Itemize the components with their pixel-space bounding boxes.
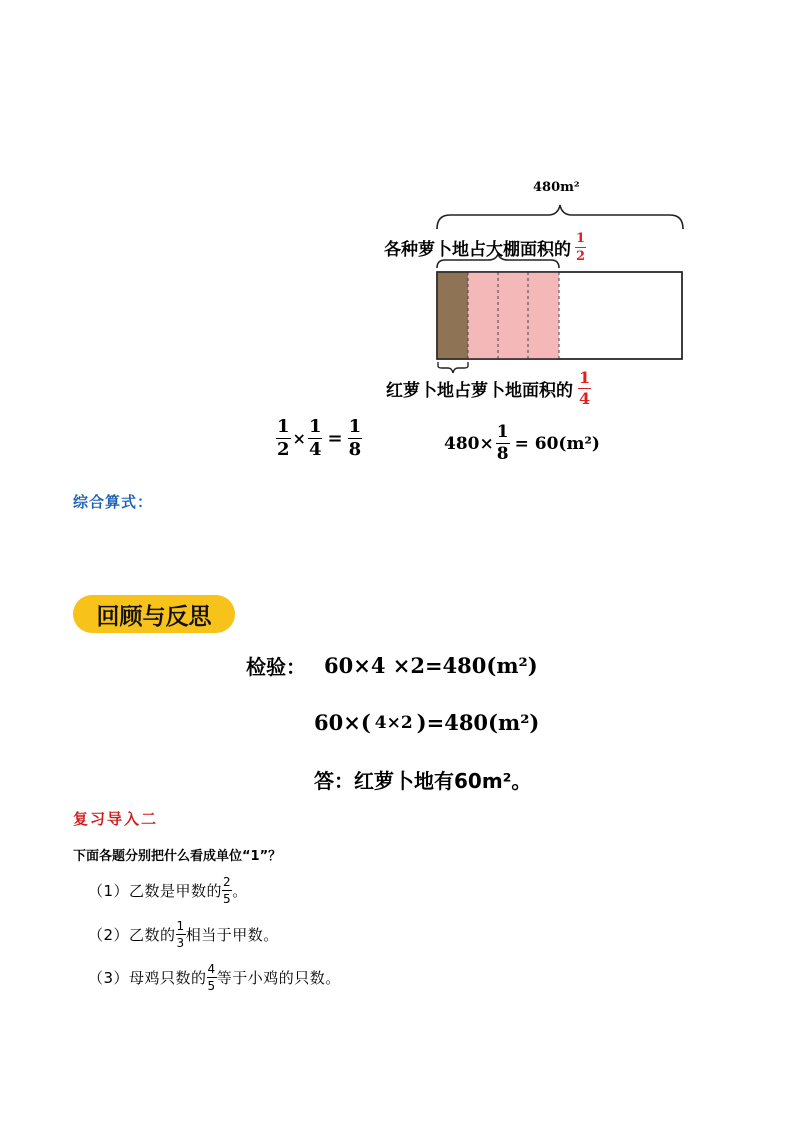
total-area-label: 480m² xyxy=(533,180,580,195)
other-carrot-segment xyxy=(468,272,559,359)
total-brace xyxy=(437,205,683,229)
question-2-fraction: $\frac{1}{3}$ xyxy=(176,919,185,950)
question-2: （2）乙数的 $\frac{1}{3}$ 相当于甲数。 xyxy=(88,919,279,950)
fraction-eighth-2: $\frac{1}{8}$ xyxy=(496,422,509,464)
section-prompt: 下面各题分别把什么看成单位“1”？ xyxy=(73,849,282,864)
fraction-eighth: $\frac{1}{8}$ xyxy=(348,416,362,460)
combined-formula-label: 综合算式： xyxy=(73,493,154,511)
question-1-fraction: $\frac{2}{5}$ xyxy=(223,875,232,906)
upper-fraction: $\frac{1}{2}$ xyxy=(576,231,586,264)
question-3: （3）母鸡只数的 $\frac{4}{5}$ 等于小鸡的只数。 xyxy=(88,962,341,993)
check-expression: 60×4 ×2=480(m²) xyxy=(324,653,538,678)
review-badge: 回顾与反思 xyxy=(73,595,235,633)
lower-label: 红萝卜地占萝卜地面积的 $\frac{1}{4}$ xyxy=(386,368,591,408)
answer-line: 答：红萝卜地有60m²。 xyxy=(314,769,532,793)
red-carrot-segment xyxy=(437,272,468,359)
fraction-quarter: $\frac{1}{4}$ xyxy=(308,416,322,460)
area-calc-equation: 480× $\frac{1}{8}$ = 60(m²) xyxy=(444,422,600,464)
lower-fraction: $\frac{1}{4}$ xyxy=(579,368,591,408)
check-line xyxy=(246,651,538,680)
fraction-product-equation: $\frac{1}{2}$ × $\frac{1}{4}$ = $\frac{1}{8}$ xyxy=(277,416,362,460)
check-label: 检验： xyxy=(246,655,306,679)
section-heading: 复习导入二 xyxy=(73,810,159,828)
upper-label: 各种萝卜地占大棚面积的 $\frac{1}{2}$ xyxy=(384,231,586,264)
question-3-fraction: $\frac{4}{5}$ xyxy=(207,962,216,993)
brace-svg xyxy=(0,0,794,420)
check-line-2: 60×( 4×2 )=480(m²) xyxy=(314,710,540,735)
question-1: （1）乙数是甲数的 $\frac{2}{5}$ 。 xyxy=(88,875,248,906)
fraction-half: $\frac{1}{2}$ xyxy=(277,416,290,460)
